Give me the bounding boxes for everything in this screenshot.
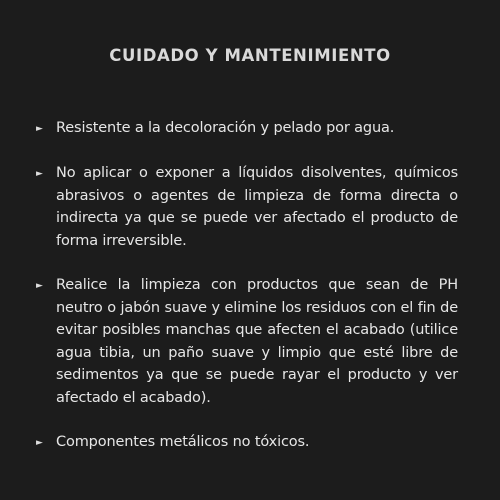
- triangle-right-icon: ►: [36, 438, 43, 448]
- list-item: [36, 117, 458, 140]
- list-item-text: Resistente a la decoloración y pelado por agua.: [56, 120, 395, 136]
- page-title: CUIDADO Y MANTENIMIENTO: [109, 46, 391, 65]
- list-item-text: Componentes metálicos no tóxicos.: [56, 434, 310, 450]
- list-item: [36, 431, 458, 454]
- triangle-right-icon: ►: [36, 169, 43, 179]
- list-item-text: Realice la limpieza con productos que sean de PH neutro o jabón suave y elimine los residuos con el fin de evitar posibles manchas que afecten el acabado (utilice agua tibia, un paño suave y limpio que esté libre de sedimentos ya que se puede rayar el producto y ver afectado el acabado).: [56, 277, 458, 406]
- list-item-text: No aplicar o exponer a líquidos disolventes, químicos abrasivos o agentes de limpieza de forma directa o indirecta ya que se puede ver afectado el producto de forma irreversible.: [56, 165, 458, 249]
- triangle-right-icon: ►: [36, 124, 43, 134]
- list-item: [36, 162, 458, 252]
- triangle-right-icon: ►: [36, 281, 43, 291]
- care-list: [36, 117, 458, 476]
- list-item: [36, 274, 458, 409]
